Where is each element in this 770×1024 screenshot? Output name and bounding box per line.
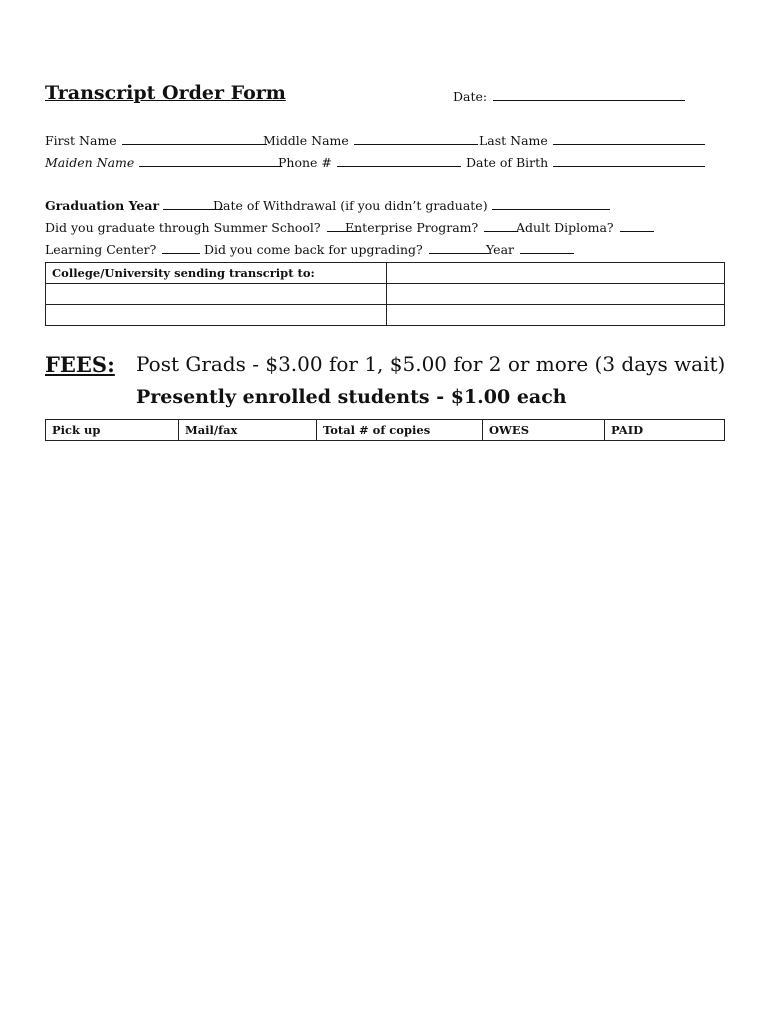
first-name-label: First Name	[45, 133, 117, 148]
fees-enrolled: Presently enrolled students - $1.00 each	[136, 386, 567, 408]
learning-center-label: Learning Center?	[45, 242, 157, 257]
fees-post-grads: Post Grads - $3.00 for 1, $5.00 for 2 or more (3 days wait)	[136, 352, 726, 376]
dob-field[interactable]	[466, 155, 705, 170]
withdrawal-blank[interactable]	[492, 199, 610, 210]
date-blank[interactable]	[493, 90, 685, 101]
enterprise-field[interactable]	[345, 220, 518, 235]
upgrading-label: Did you come back for upgrading?	[204, 242, 423, 257]
adult-diploma-field[interactable]	[516, 220, 654, 235]
adult-diploma-label: Adult Diploma?	[516, 220, 614, 235]
enterprise-blank[interactable]	[484, 221, 518, 232]
first-name-blank[interactable]	[122, 134, 267, 145]
upgrading-field[interactable]	[204, 242, 489, 257]
college-cell[interactable]	[46, 284, 387, 305]
upgrading-blank[interactable]	[429, 243, 489, 254]
form-title: Transcript Order Form	[45, 82, 286, 104]
table-row	[46, 420, 725, 441]
college-cell[interactable]	[46, 305, 387, 326]
dob-blank[interactable]	[553, 156, 705, 167]
middle-name-blank[interactable]	[354, 134, 478, 145]
total-copies-header[interactable]: Total # of copies	[317, 420, 483, 441]
table-row	[46, 305, 725, 326]
date-label: Date:	[453, 89, 488, 104]
college-table	[45, 262, 725, 326]
summer-school-label: Did you graduate through Summer School?	[45, 220, 321, 235]
grad-year-field[interactable]	[45, 198, 223, 213]
college-cell[interactable]	[387, 305, 725, 326]
middle-name-label: Middle Name	[263, 133, 349, 148]
phone-field[interactable]	[278, 155, 461, 170]
middle-name-field[interactable]	[263, 133, 478, 148]
learning-center-blank[interactable]	[162, 243, 200, 254]
payment-table	[45, 419, 725, 441]
college-header-cell: College/University sending transcript to:	[46, 263, 387, 284]
dob-label: Date of Birth	[466, 155, 549, 170]
learning-center-field[interactable]	[45, 242, 200, 257]
enterprise-label: Enterprise Program?	[345, 220, 479, 235]
college-cell[interactable]	[387, 263, 725, 284]
phone-label: Phone #	[278, 155, 332, 170]
summer-school-field[interactable]	[45, 220, 361, 235]
year-blank[interactable]	[520, 243, 574, 254]
date-field[interactable]	[453, 89, 685, 104]
maiden-name-label: Maiden Name	[45, 155, 135, 170]
pickup-header[interactable]: Pick up	[46, 420, 179, 441]
mail-fax-header[interactable]: Mail/fax	[179, 420, 317, 441]
phone-blank[interactable]	[337, 156, 461, 167]
withdrawal-field[interactable]	[213, 198, 610, 213]
college-cell[interactable]	[387, 284, 725, 305]
fees-label: FEES:	[45, 352, 115, 377]
maiden-name-field[interactable]	[45, 155, 282, 170]
year-label: Year	[486, 242, 514, 257]
grad-year-label: Graduation Year	[45, 198, 160, 213]
maiden-name-blank[interactable]	[139, 156, 282, 167]
owes-header[interactable]: OWES	[483, 420, 605, 441]
last-name-field[interactable]	[479, 133, 705, 148]
withdrawal-label: Date of Withdrawal (if you didn’t graduate)	[213, 198, 488, 213]
last-name-blank[interactable]	[553, 134, 705, 145]
adult-diploma-blank[interactable]	[620, 221, 654, 232]
year-field[interactable]	[486, 242, 574, 257]
table-row	[46, 263, 725, 284]
first-name-field[interactable]	[45, 133, 267, 148]
paid-header[interactable]: PAID	[605, 420, 725, 441]
table-row	[46, 284, 725, 305]
last-name-label: Last Name	[479, 133, 548, 148]
